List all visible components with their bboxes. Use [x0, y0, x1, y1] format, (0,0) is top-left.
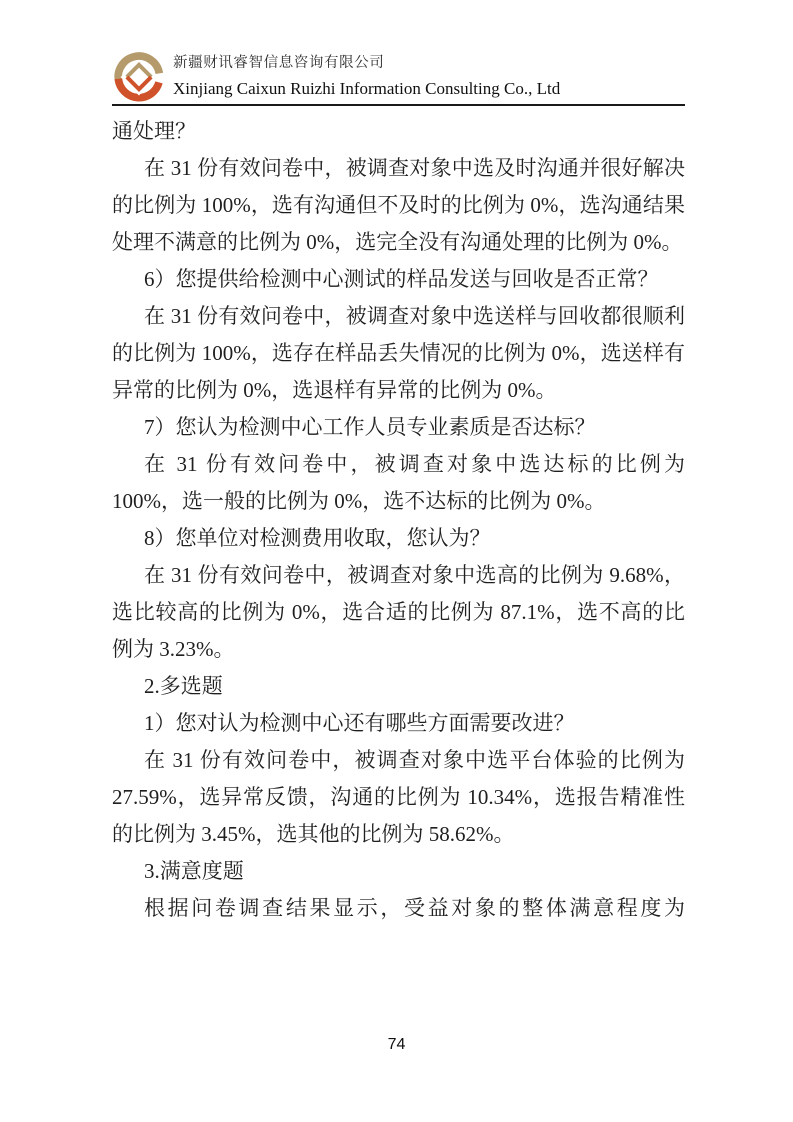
body-paragraph: 7）您认为检测中心工作人员专业素质是否达标？ [144, 415, 596, 439]
body-paragraph: 6）您提供给检测中心测试的样品发送与回收是否正常？ [144, 267, 659, 291]
body-paragraph: 在 31 份有效问卷中，被调查对象中选达标的比例为 100%，选一般的比例为 0%，选不达标的比例为 0%。 [112, 452, 685, 513]
header-divider [112, 104, 685, 106]
body-paragraph: 在 31 份有效问卷中，被调查对象中选平台体验的比例为 27.59%，选异常反馈，沟通的比例为 10.34%，选报告精准性的比例为 3.45%，选其他的比例为 58.62%。 [112, 748, 685, 846]
body-paragraph: 在 31 份有效问卷中，被调查对象中选高的比例为 9.68%，选比较高的比例为 0%，选合适的比例为 87.1%，选不高的比例为 3.23%。 [112, 563, 685, 661]
body-paragraph: 在 31 份有效问卷中，被调查对象中选及时沟通并很好解决的比例为 100%，选有沟通但不及时的比例为 0%，选沟通结果处理不满意的比例为 0%，选完全没有沟通处理的比例为 0%。 [112, 156, 685, 254]
document-body [112, 113, 685, 927]
page-footer [0, 1036, 793, 1054]
letterhead [112, 50, 685, 104]
body-paragraph: 2.多选题 [144, 674, 223, 698]
body-paragraph: 3.满意度题 [144, 859, 244, 883]
body-paragraph: 根据问卷调查结果显示，受益对象的整体满意程度为 [144, 896, 685, 920]
body-paragraph: 1）您对认为检测中心还有哪些方面需要改进？ [144, 711, 575, 735]
company-name-english: Xinjiang Caixun Ruizhi Information Consulting Co., Ltd [173, 79, 561, 98]
company-name-chinese: 新疆财讯睿智信息咨询有限公司 [173, 55, 385, 71]
company-logo-icon [112, 50, 166, 104]
body-paragraph: 8）您单位对检测费用收取，您认为？ [144, 526, 491, 550]
page-number: 74 [387, 1036, 406, 1053]
company-names [173, 50, 560, 102]
body-paragraph: 在 31 份有效问卷中，被调查对象中选送样与回收都很顺利的比例为 100%，选存在样品丢失情况的比例为 0%，选送样有异常的比例为 0%，选退样有异常的比例为 0%。 [112, 304, 685, 402]
body-paragraph: 通处理？ [112, 119, 196, 143]
